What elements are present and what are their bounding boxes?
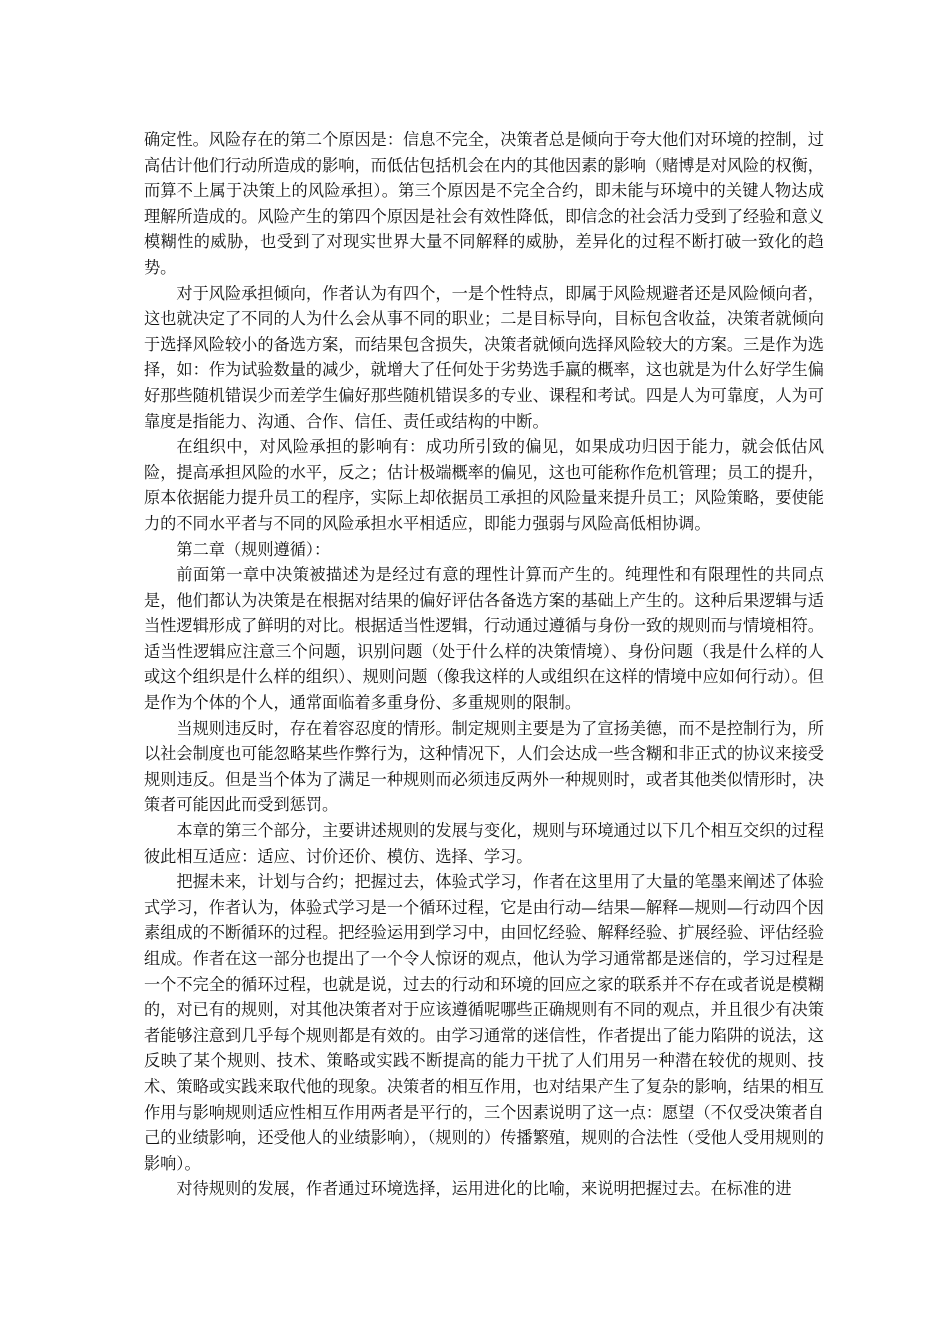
paragraph-rule-adaptation: 本章的第三个部分，主要讲述规则的发展与变化，规则与环境通过以下几个相互交织的过程彼此相互适应：适应、讨价还价、模仿、选择、学习。: [144, 821, 824, 866]
paragraph-logic-of-appropriateness: 前面第一章中决策被描述为是经过有意的理性计算而产生的。纯理性和有限理性的共同点是，他们都认为决策是在根据对结果的偏好评估各备选方案的基础上产生的。这种后果逻辑与适当性逻辑形成了鲜明的对比。根据适当性逻辑，行动通过遵循与身份一致的规则而与情境相符。适当性逻辑应注意三个问题，识别问题（处于什么样的决策情境）、身份问题（我是什么样的人或这个组织是什么样的组织）、规则问题（像我这样的人或组织在这样的情境中应如何行动）。但是作为个体的个人，通常面临着多重身份、多重规则的限制。: [144, 565, 824, 713]
paragraph-experiential-learning: 把握未来，计划与合约；把握过去，体验式学习，作者在这里用了大量的笔墨来阐述了体验式学习，作者认为，体验式学习是一个循环过程，它是由行动—结果—解释—规则—行动四个因素组成的不断循环的过程。把经验运用到学习中，由回忆经验、解释经验、扩展经验、评估经验组成。作者在这一部分也提出了一个令人惊讶的观点，他认为学习通常都是迷信的，学习过程是一个不完全的循环过程，也就是说，过去的行动和环境的回应之家的联系并不存在或者说是模糊的，对已有的规则，对其他决策者对于应该遵循呢哪些正确规则有不同的观点，并且很少有决策者能够注意到几乎每个规则都是有效的。由学习通常的迷信性，作者提出了能力陷阱的说法，这反映了某个规则、技术、策略或实践不断提高的能力干扰了人们用另一种潜在较优的规则、技术、策略或实践来取代他的现象。决策者的相互作用，也对结果产生了复杂的影响，结果的相互作用与影响规则适应性相互作用两者是平行的，三个因素说明了这一点：愿望（不仅受决策者自己的业绩影响，还受他人的业绩影响），（规则的）传播繁殖，规则的合法性（受他人受用规则的影响）。: [144, 872, 824, 1173]
paragraph-risk-causes: 确定性。风险存在的第二个原因是：信息不完全，决策者总是倾向于夸大他们对环境的控制，过高估计他们行动所造成的影响，而低估包括机会在内的其他因素的影响（赌博是对风险的权衡，而算不上属于决策上的风险承担）。第三个原因是不完全合约，即未能与环境中的关键人物达成理解所造成的。风险产生的第四个原因是社会有效性降低，即信念的社会活力受到了经验和意义模糊性的威胁，也受到了对现实世界大量不同解释的威胁，差异化的过程不断打破一致化的趋势。: [144, 130, 824, 277]
paragraph-rule-violation: 当规则违反时，存在着容忍度的情形。制定规则主要是为了宣扬美德，而不是控制行为，所以社会制度也可能忽略某些作弊行为，这种情况下，人们会达成一些含糊和非正式的协议来接受规则违反。但是当个体为了满足一种规则而必须违反两外一种规则时，或者其他类似情形时，决策者可能因此而受到惩罚。: [144, 718, 824, 815]
paragraph-risk-taking-tendency: 对于风险承担倾向，作者认为有四个，一是个性特点，即属于风险规避者还是风险倾向者，这也就决定了不同的人为什么会从事不同的职业；二是目标导向，目标包含收益，决策者就倾向于选择风险较小的备选方案，而结果包含损失，决策者就倾向选择风险较大的方案。三是作为选择，如：作为试验数量的减少，就增大了任何处于劣势选手赢的概率，这也就是为什么好学生偏好那些随机错误少而差学生偏好那些随机错误多的专业、课程和考试。四是人为可靠度，人为可靠度是指能力、沟通、合作、信任、责任或结构的中断。: [144, 283, 824, 431]
paragraph-rule-evolution: 对待规则的发展，作者通过环境选择，运用进化的比喻，来说明把握过去。在标准的进: [176, 1179, 792, 1199]
chapter-heading: 第二章（规则遵循）：: [176, 539, 331, 559]
paragraph-organizational-risk: 在组织中，对风险承担的影响有：成功所引致的偏见，如果成功归因于能力，就会低估风险，提高承担风险的水平，反之；估计极端概率的偏见，这也可能称作危机管理；员工的提升，原本依据能力提升员工的程序，实际上却依据员工承担的风险量来提升员工；风险策略，要使能力的不同水平者与不同的风险承担水平相适应，即能力强弱与风险高低相协调。: [144, 437, 824, 533]
document-body: [144, 127, 824, 1202]
